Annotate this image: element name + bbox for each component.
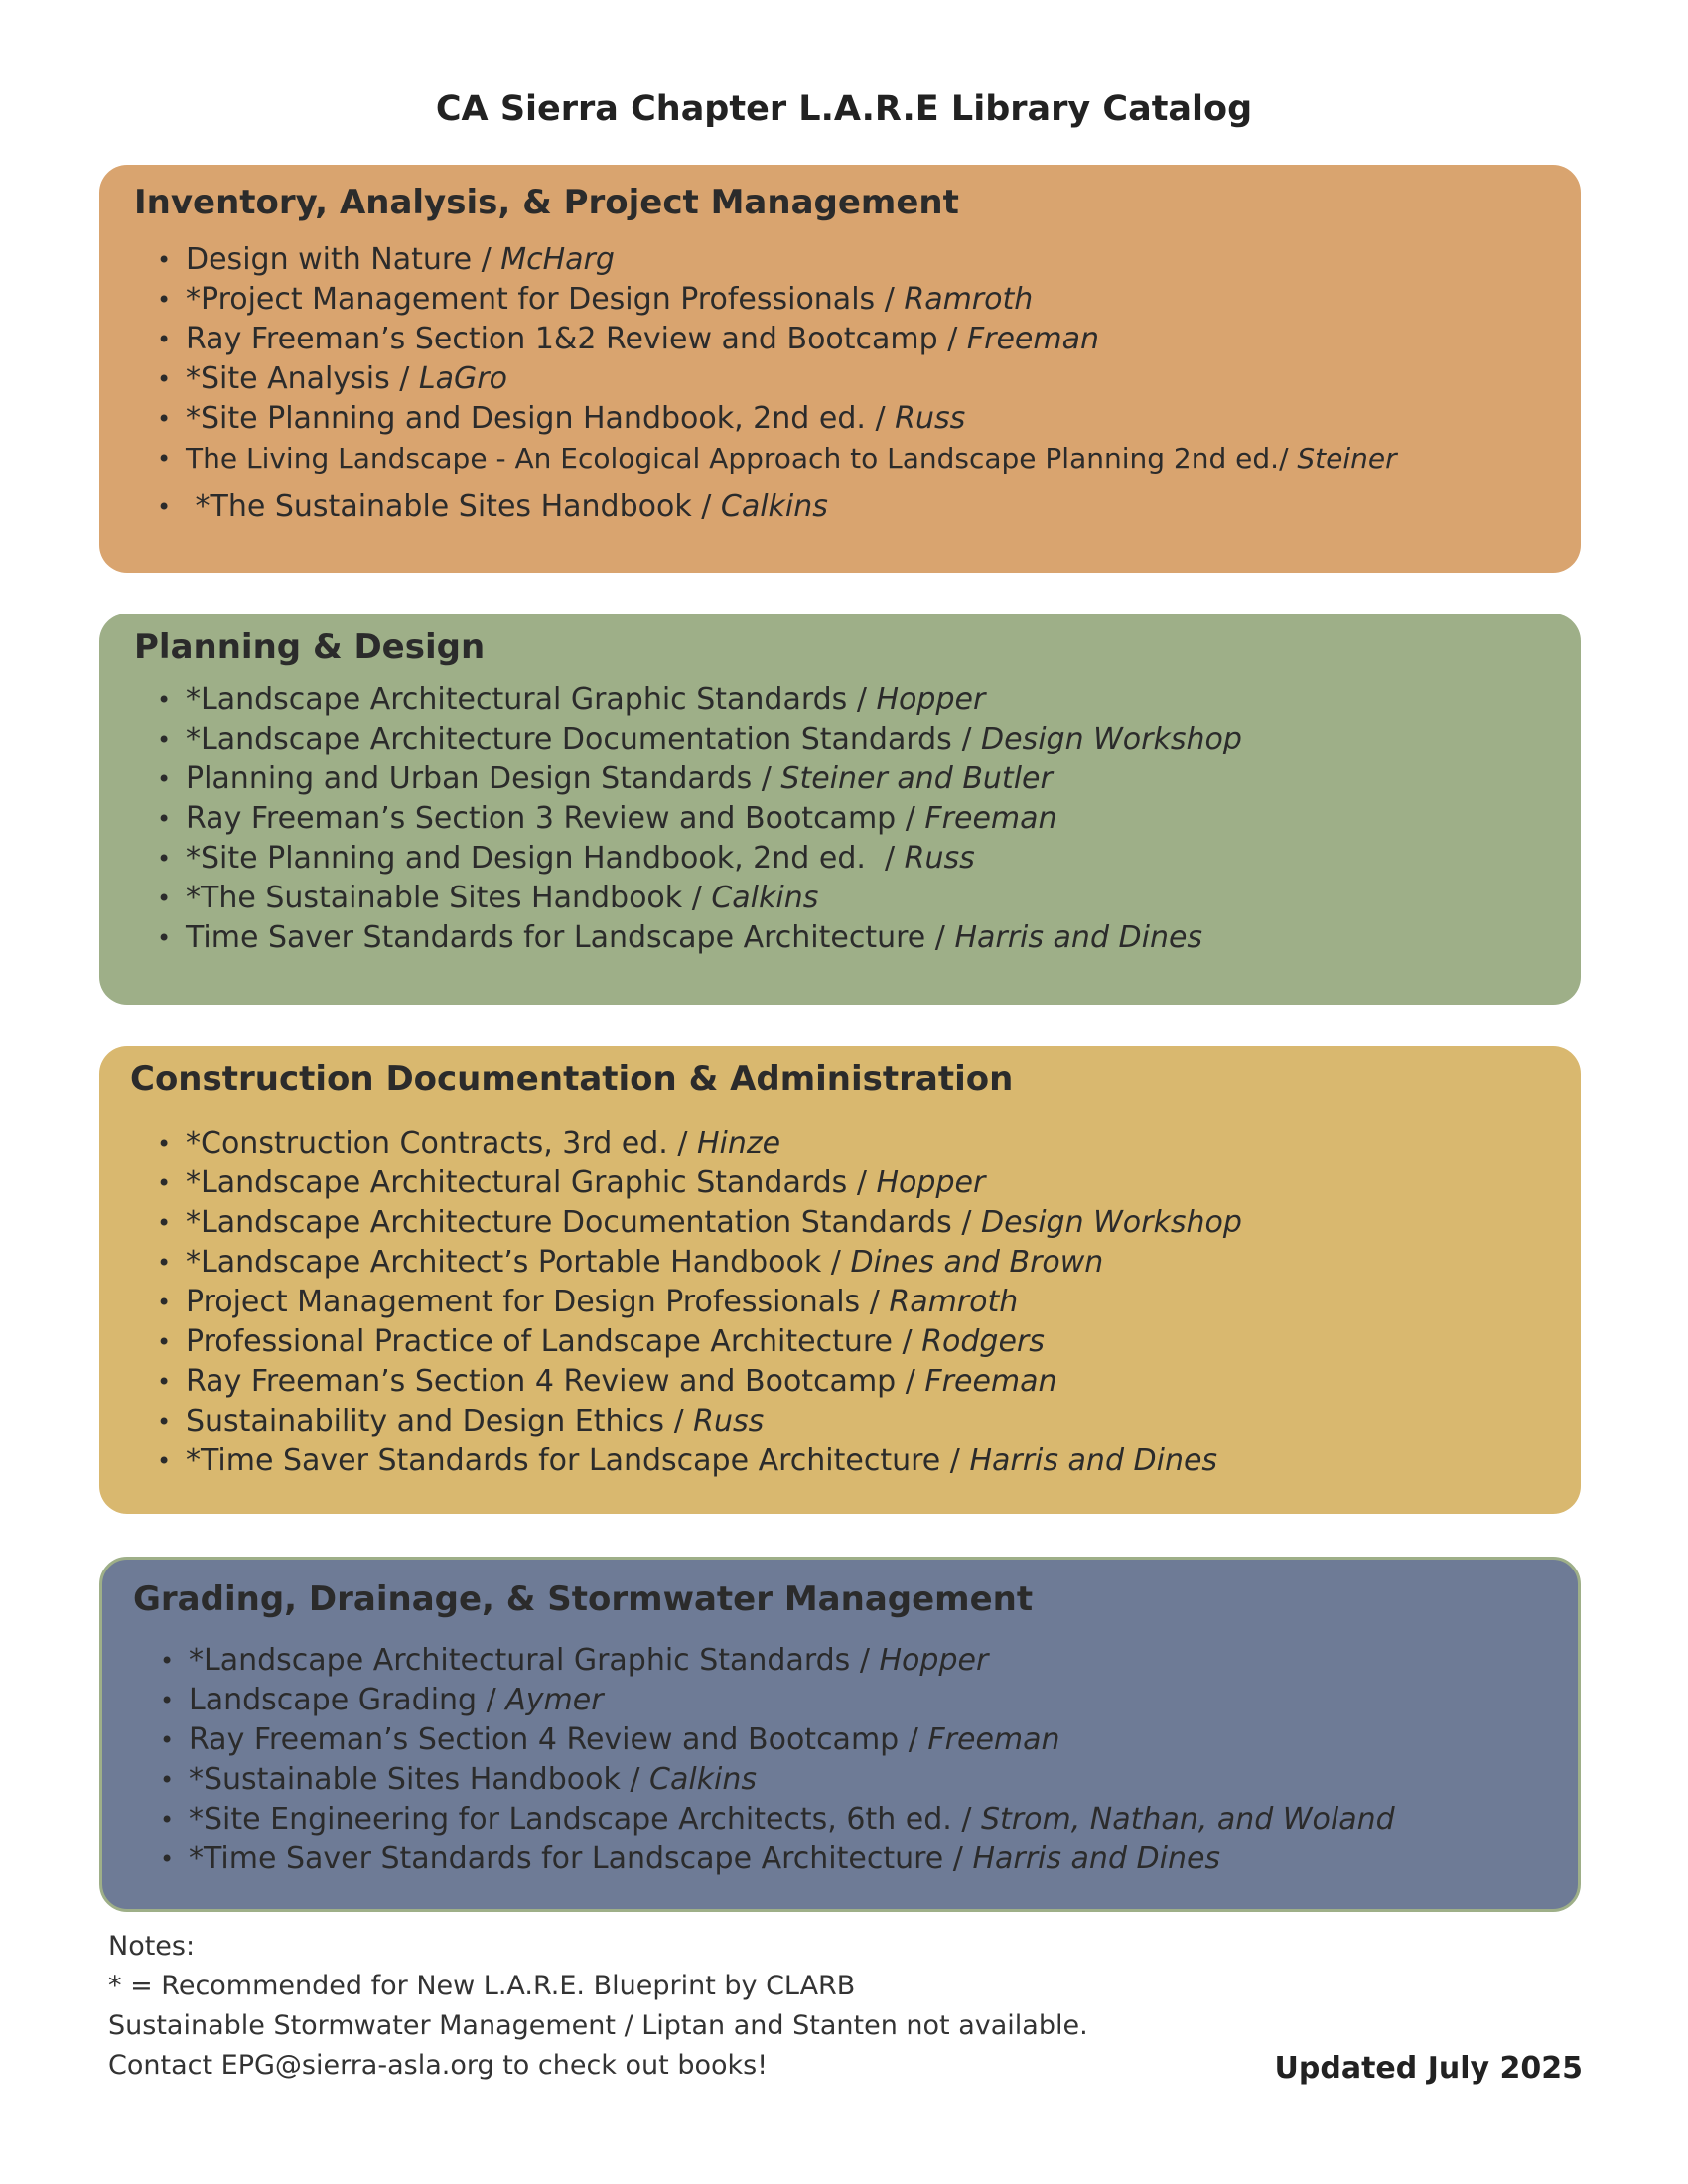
book-title: *The Sustainable Sites Handbook / <box>186 881 712 915</box>
bullet-icon: • <box>157 1289 172 1316</box>
book-item <box>157 280 1397 320</box>
book-item <box>157 487 1397 527</box>
section-inventory-analysis <box>99 165 1581 573</box>
book-author: Steiner and Butler <box>780 761 1053 796</box>
book-list <box>160 1641 1395 1879</box>
book-item <box>157 918 1242 958</box>
book-author: Strom, Nathan, and Woland <box>981 1802 1395 1837</box>
book-item <box>157 439 1397 478</box>
notes-line: Contact EPG@sierra-asla.org to check out books! <box>108 2050 769 2081</box>
book-title: *Sustainable Sites Handbook / <box>189 1762 650 1797</box>
book-title: *Landscape Architectural Graphic Standards / <box>186 1165 877 1200</box>
bullet-icon: • <box>157 726 172 753</box>
book-author: Harris and Dines <box>954 920 1203 955</box>
book-title: Sustainability and Design Ethics / <box>186 1404 694 1438</box>
book-title: Time Saver Standards for Landscape Architecture / <box>186 920 955 955</box>
book-author: Freeman <box>927 1722 1060 1757</box>
bullet-icon: • <box>157 1368 172 1396</box>
book-item <box>160 1720 1395 1760</box>
book-title: Planning and Urban Design Standards / <box>186 761 781 796</box>
book-title: *Site Engineering for Landscape Architects, 6th ed. / <box>189 1802 981 1837</box>
book-author: Hinze <box>697 1126 781 1160</box>
book-author: Hopper <box>879 1643 989 1678</box>
book-author: Ramroth <box>904 282 1034 317</box>
bullet-icon: • <box>160 1647 175 1675</box>
book-author: Harris and Dines <box>972 1842 1221 1876</box>
book-author: Calkins <box>720 489 828 524</box>
bullet-icon: • <box>160 1845 175 1873</box>
section-grading-drainage <box>99 1557 1581 1912</box>
book-author: Freeman <box>966 322 1099 356</box>
bullet-icon: • <box>157 326 172 353</box>
book-item <box>157 759 1242 799</box>
bullet-icon: • <box>157 686 172 714</box>
bullet-icon: • <box>157 405 172 433</box>
book-author: Russ <box>904 841 975 876</box>
bullet-icon: • <box>157 885 172 912</box>
book-title: *Time Saver Standards for Landscape Architecture / <box>189 1842 973 1876</box>
book-item <box>157 1203 1242 1243</box>
section-heading: Planning & Design <box>134 627 486 667</box>
notes-line: Sustainable Stormwater Management / Liptan and Stanten not available. <box>108 2010 1088 2041</box>
book-author: Freeman <box>924 1364 1057 1399</box>
book-title: Project Management for Design Professionals / <box>186 1285 890 1319</box>
bullet-icon: • <box>157 1209 172 1237</box>
book-item <box>157 1163 1242 1203</box>
book-item <box>157 1362 1242 1402</box>
book-author: Steiner <box>1297 442 1397 475</box>
book-title: *The Sustainable Sites Handbook / <box>186 489 721 524</box>
book-author: Freeman <box>924 801 1057 836</box>
book-title: *Construction Contracts, 3rd ed. / <box>186 1126 697 1160</box>
bullet-icon: • <box>157 246 172 274</box>
bullet-icon: • <box>160 1806 175 1834</box>
book-author: Design Workshop <box>981 1205 1242 1240</box>
notes-line: * = Recommended for New L.A.R.E. Blueprint by CLARB <box>108 1971 856 2001</box>
book-title: Ray Freeman’s Section 4 Review and Bootcamp / <box>186 1364 925 1399</box>
book-title: *Landscape Architecture Documentation Standards / <box>186 722 981 756</box>
book-author: McHarg <box>500 242 615 277</box>
section-construction-documentation <box>99 1046 1581 1514</box>
book-item <box>160 1760 1395 1800</box>
book-item <box>157 720 1242 759</box>
bullet-icon: • <box>157 445 172 473</box>
book-title: *Site Planning and Design Handbook, 2nd ed. / <box>186 841 905 876</box>
section-heading: Inventory, Analysis, & Project Management <box>134 183 959 222</box>
book-title: The Living Landscape - An Ecological Approach to Landscape Planning 2nd ed./ <box>186 442 1298 475</box>
book-item <box>157 680 1242 720</box>
bullet-icon: • <box>160 1766 175 1794</box>
bullet-icon: • <box>157 1447 172 1475</box>
notes <box>108 1927 1088 2086</box>
book-title: Ray Freeman’s Section 1&2 Review and Bootcamp / <box>186 322 967 356</box>
book-item <box>160 1641 1395 1681</box>
book-author: Calkins <box>649 1762 758 1797</box>
notes-heading: Notes: <box>108 1931 196 1962</box>
book-title: *Landscape Architect’s Portable Handbook / <box>186 1245 851 1280</box>
book-title: Design with Nature / <box>186 242 501 277</box>
bullet-icon: • <box>157 493 172 521</box>
bullet-icon: • <box>157 365 172 393</box>
book-author: Rodgers <box>921 1324 1045 1359</box>
section-heading: Construction Documentation & Administration <box>130 1059 1014 1099</box>
book-title: *Landscape Architecture Documentation Standards / <box>186 1205 981 1240</box>
book-title: *Landscape Architectural Graphic Standards / <box>189 1643 880 1678</box>
book-item <box>157 1441 1242 1481</box>
book-author: Aymer <box>505 1683 604 1717</box>
book-item <box>160 1800 1395 1840</box>
bullet-icon: • <box>157 286 172 314</box>
bullet-icon: • <box>157 1169 172 1197</box>
book-item <box>157 799 1242 839</box>
book-author: Russ <box>895 401 966 436</box>
book-list <box>157 680 1242 958</box>
book-title: Landscape Grading / <box>189 1683 506 1717</box>
book-item <box>157 1243 1242 1283</box>
book-author: LaGro <box>418 361 507 396</box>
bullet-icon: • <box>160 1687 175 1714</box>
section-heading: Grading, Drainage, & Stormwater Management <box>133 1579 1034 1619</box>
section-planning-design <box>99 614 1581 1005</box>
book-item <box>157 240 1397 280</box>
book-title: *Landscape Architectural Graphic Standards / <box>186 682 877 717</box>
book-author: Hopper <box>876 682 986 717</box>
book-item <box>157 399 1397 439</box>
book-item <box>157 1402 1242 1441</box>
book-title: *Project Management for Design Professionals / <box>186 282 905 317</box>
book-item <box>157 1322 1242 1362</box>
bullet-icon: • <box>157 845 172 873</box>
bullet-icon: • <box>157 805 172 833</box>
book-title: Professional Practice of Landscape Architecture / <box>186 1324 922 1359</box>
book-author: Design Workshop <box>981 722 1242 756</box>
book-list <box>157 240 1397 527</box>
bullet-icon: • <box>157 1130 172 1158</box>
book-title: *Time Saver Standards for Landscape Architecture / <box>186 1443 970 1478</box>
book-author: Ramroth <box>889 1285 1019 1319</box>
book-title: Ray Freeman’s Section 3 Review and Bootcamp / <box>186 801 925 836</box>
book-title: *Site Analysis / <box>186 361 419 396</box>
book-item <box>157 879 1242 918</box>
bullet-icon: • <box>157 1328 172 1356</box>
book-title: Ray Freeman’s Section 4 Review and Bootcamp / <box>189 1722 928 1757</box>
book-author: Hopper <box>876 1165 986 1200</box>
bullet-icon: • <box>157 1249 172 1277</box>
book-author: Russ <box>693 1404 765 1438</box>
book-author: Harris and Dines <box>969 1443 1218 1478</box>
book-item <box>157 839 1242 879</box>
bullet-icon: • <box>160 1726 175 1754</box>
document-title: CA Sierra Chapter L.A.R.E Library Catalog <box>435 89 1253 129</box>
book-item <box>160 1840 1395 1879</box>
book-author: Calkins <box>711 881 819 915</box>
bullet-icon: • <box>157 1408 172 1435</box>
book-list <box>157 1124 1242 1481</box>
updated-date: Updated July 2025 <box>1274 2051 1583 2086</box>
book-item <box>157 1124 1242 1163</box>
bullet-icon: • <box>157 924 172 952</box>
book-author: Dines and Brown <box>850 1245 1104 1280</box>
book-item <box>157 1283 1242 1322</box>
book-item <box>157 359 1397 399</box>
book-item <box>160 1681 1395 1720</box>
book-title: *Site Planning and Design Handbook, 2nd ed. / <box>186 401 896 436</box>
bullet-icon: • <box>157 765 172 793</box>
book-item <box>157 320 1397 359</box>
